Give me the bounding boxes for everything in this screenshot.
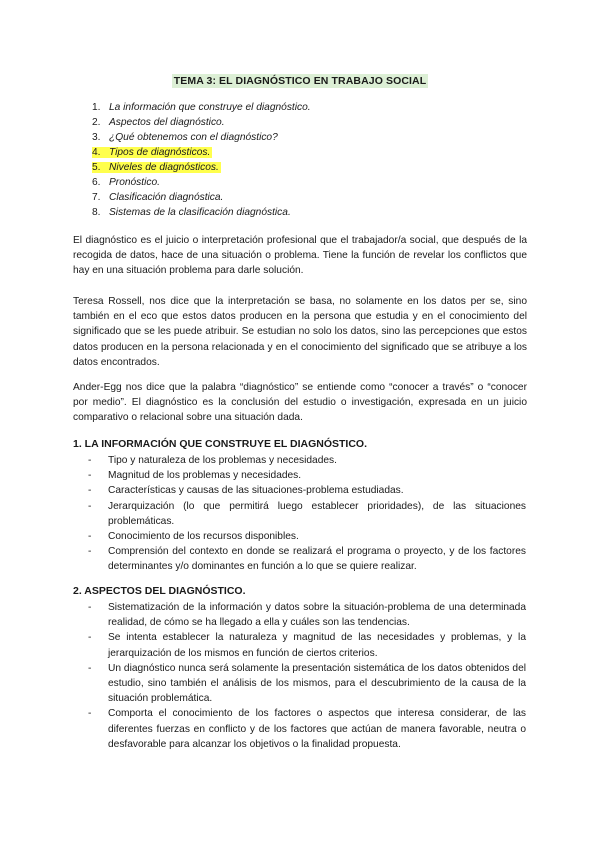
- paragraph-ander-egg: Ander-Egg nos dice que la palabra “diagnóstico” se entiende como “conocer a través” o “conocer por medio”. El diagnóstico es la conclusión del estudio o investigación, expresada en un juicio comparativo o relacional sobre una situación dada.: [73, 382, 527, 424]
- list-item: - Jerarquización (lo que permitirá luego establecer prioridades), de las situaciones problemáticas.: [88, 500, 526, 527]
- highlight-mark: 4. Tipos de diagnósticos.: [92, 147, 211, 158]
- highlight-mark: 5. Niveles de diagnósticos.: [92, 162, 219, 173]
- list-item: - Se intenta establecer la naturaleza y magnitud de las necesidades y problemas, y la jerarquización de los mismos en función de ciertos criterios.: [88, 632, 526, 659]
- list-item: - Sistematización de la información y datos sobre la situación-problema de una determinada realidad, de cómo se ha llegado a ella y cuáles son las tendencias.: [88, 602, 526, 629]
- document-title: TEMA 3: EL DIAGNÓSTICO EN TRABAJO SOCIAL: [173, 75, 427, 87]
- list-item: - Comprensión del contexto en donde se realizará el programa o proyecto, y de los factores determinantes y/o dominantes en función a lo que se quiere realizar.: [88, 546, 526, 573]
- toc-item: 3. ¿Qué obtenemos con el diagnóstico?: [92, 132, 278, 143]
- list-item: - Un diagnóstico nunca será solamente la presentación sistemática de los datos obtenidos del estudio, sino también el análisis de los mismos, para el descubrimiento de la causa de la situación problemática.: [88, 662, 526, 705]
- section-1-heading: 1. LA INFORMACIÓN QUE CONSTRUYE EL DIAGNÓSTICO.: [73, 438, 368, 450]
- paragraph-definition: El diagnóstico es el juicio o interpretación profesional que el trabajador/a social, que después de la recogida de datos, hace de una situación o problema. Tiene la función de revelar los conflictos que hay en una situación problema para darle solución.: [73, 235, 527, 277]
- list-item: - Conocimiento de los recursos disponibles.: [88, 531, 299, 543]
- list-item: - Comporta el conocimiento de los factores o aspectos que interesa considerar, de las diferentes fuerzas en conflicto y de los factores que actúan de manera favorable, neutra o desfavorable para alcanzar los objetivos o la finalidad propuesta.: [88, 708, 526, 750]
- toc-item: 8. Sistemas de la clasificación diagnóstica.: [92, 207, 291, 218]
- list-item: - Características y causas de las situaciones-problema estudiadas.: [88, 485, 404, 497]
- toc-item-highlighted: [92, 145, 311, 160]
- toc-item: 2. Aspectos del diagnóstico.: [92, 117, 225, 128]
- paragraph-rossell: Teresa Rossell, nos dice que la interpretación se basa, no solamente en los datos per se, sino también en el eco que estos datos producen en la persona que estudia y en el conocimiento del significado que se les puede atribuir. Se estudian no solo los datos, sino las percepciones que estos datos producen en la persona relacionada y en el conocimiento del significado que se atribuye a los datos encontrados.: [73, 296, 527, 368]
- title-container: [0, 71, 600, 89]
- section-2-heading: 2. ASPECTOS DEL DIAGNÓSTICO.: [73, 585, 246, 597]
- toc-item-highlighted: [92, 160, 311, 175]
- list-item: - Tipo y naturaleza de los problemas y necesidades.: [88, 455, 337, 466]
- toc-item: 7. Clasificación diagnóstica.: [92, 192, 224, 203]
- list-item: - Magnitud de los problemas y necesidades.: [88, 470, 302, 482]
- table-of-contents: [92, 100, 311, 220]
- section-1-list: [88, 453, 526, 575]
- section-2-list: [88, 600, 526, 752]
- toc-item: 6. Pronóstico.: [92, 177, 160, 188]
- toc-item: 1. La información que construye el diagnóstico.: [92, 102, 311, 113]
